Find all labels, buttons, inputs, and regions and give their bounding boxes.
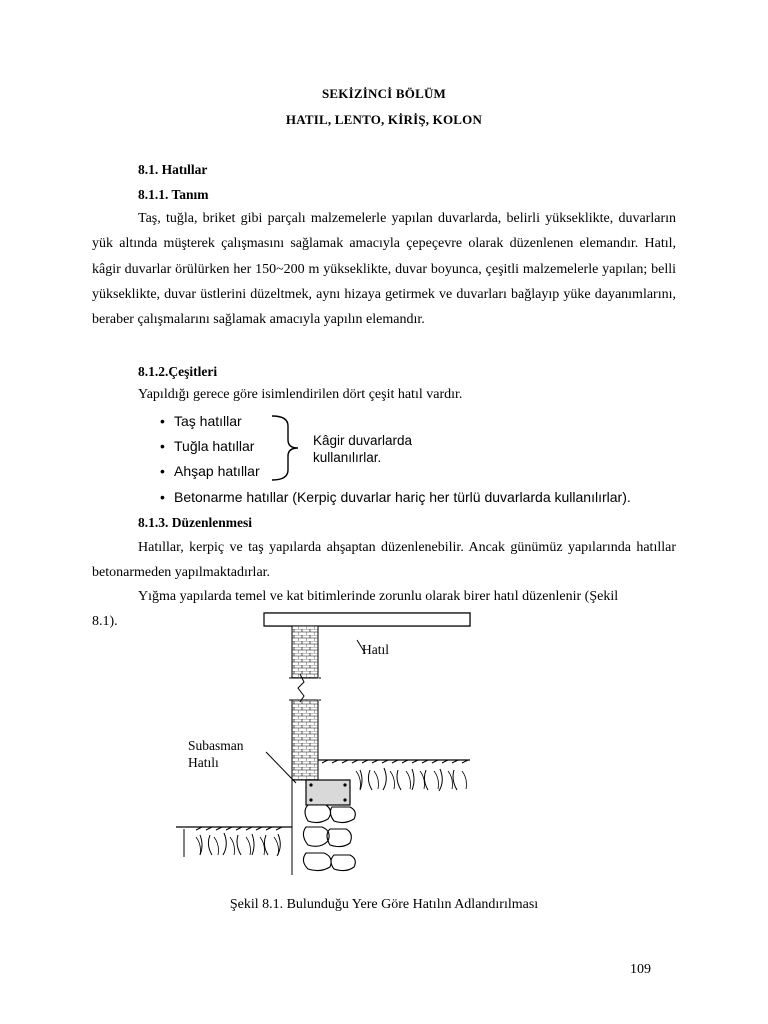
chapter-title: HATIL, LENTO, KİRİŞ, KOLON [285,112,483,127]
section-heading-8-1-3: 8.1.3. Düzenlenmesi [138,515,252,530]
brace-note: Kâgir duvarlarda kullanılırlar. [313,433,413,465]
definition-text: Taş, tuğla, briket gibi parçalı malzemelerle yapılan duvarlarda, belirli yükseklikte, duvarların yük altında müşterek çalışmasını sağlamak amacıyla çepeçevre olarak düzenlenen elemandır. Hatıl, kâgir duvarlar örülürken her 150~200 m yükseklikte, duvar boyunca, çeşitli malzemelerle yapılan; belli yükseklikte, duvar üstlerini düzeltmek, aynı hizaya getirmek ve duvarları bağlayıp yüke dayanımlarını, beraber çalışmalarını sağlamak amacıyla yapılın elemandır. [92,211,676,328]
bullet-dot-icon: • [160,413,165,429]
bullet-item: • Taş hatıllar [160,413,242,429]
section-heading-8-1: 8.1. Hatıllar [138,162,208,177]
section-heading-8-1-2: 8.1.2.Çeşitleri [138,364,218,379]
bullet-dot-icon: • [160,438,165,454]
bullet-item: • Ahşap hatıllar [160,463,260,479]
bullet-dot-icon: • [160,463,165,479]
arrangement-text: Hatıllar, kerpiç ve taş yapılarda ahşaptan düzenlenebilir. Ancak günümüz yapılarında hatıllar betonarmeden yapılmaktadırlar. [92,540,676,581]
arrangement-paragraph-2-end: 8.1). [92,614,118,629]
bullet-item: • Betonarme hatıllar (Kerpiç duvarlar hariç her türlü duvarlarda kullanılırlar). [160,489,631,505]
types-intro: Yapıldığı gerece göre isimlendirilen dört çeşit hatıl vardır. [138,387,463,402]
definition-paragraph [92,206,676,332]
bullet-dot-icon: • [160,489,165,505]
figure-label-hatil: Hatıl [362,642,389,657]
arrangement-paragraph-2: Yığma yapılarda temel ve kat bitimlerinde zorunlu olarak birer hatıl düzenlenir (Şekil [138,589,619,604]
arrangement-paragraph [92,535,676,586]
page-number: 109 [630,962,651,977]
figure-caption: Şekil 8.1. Bulunduğu Yere Göre Hatılın Adlandırılması [229,897,539,912]
chapter-number: SEKİZİNCİ BÖLÜM [322,86,446,101]
bullet-item: • Tuğla hatıllar [160,438,255,454]
curly-brace-icon [270,414,310,482]
figure-label-subasman: Subasman Hatılı [188,738,244,770]
section-heading-8-1-1: 8.1.1. Tanım [138,187,209,202]
